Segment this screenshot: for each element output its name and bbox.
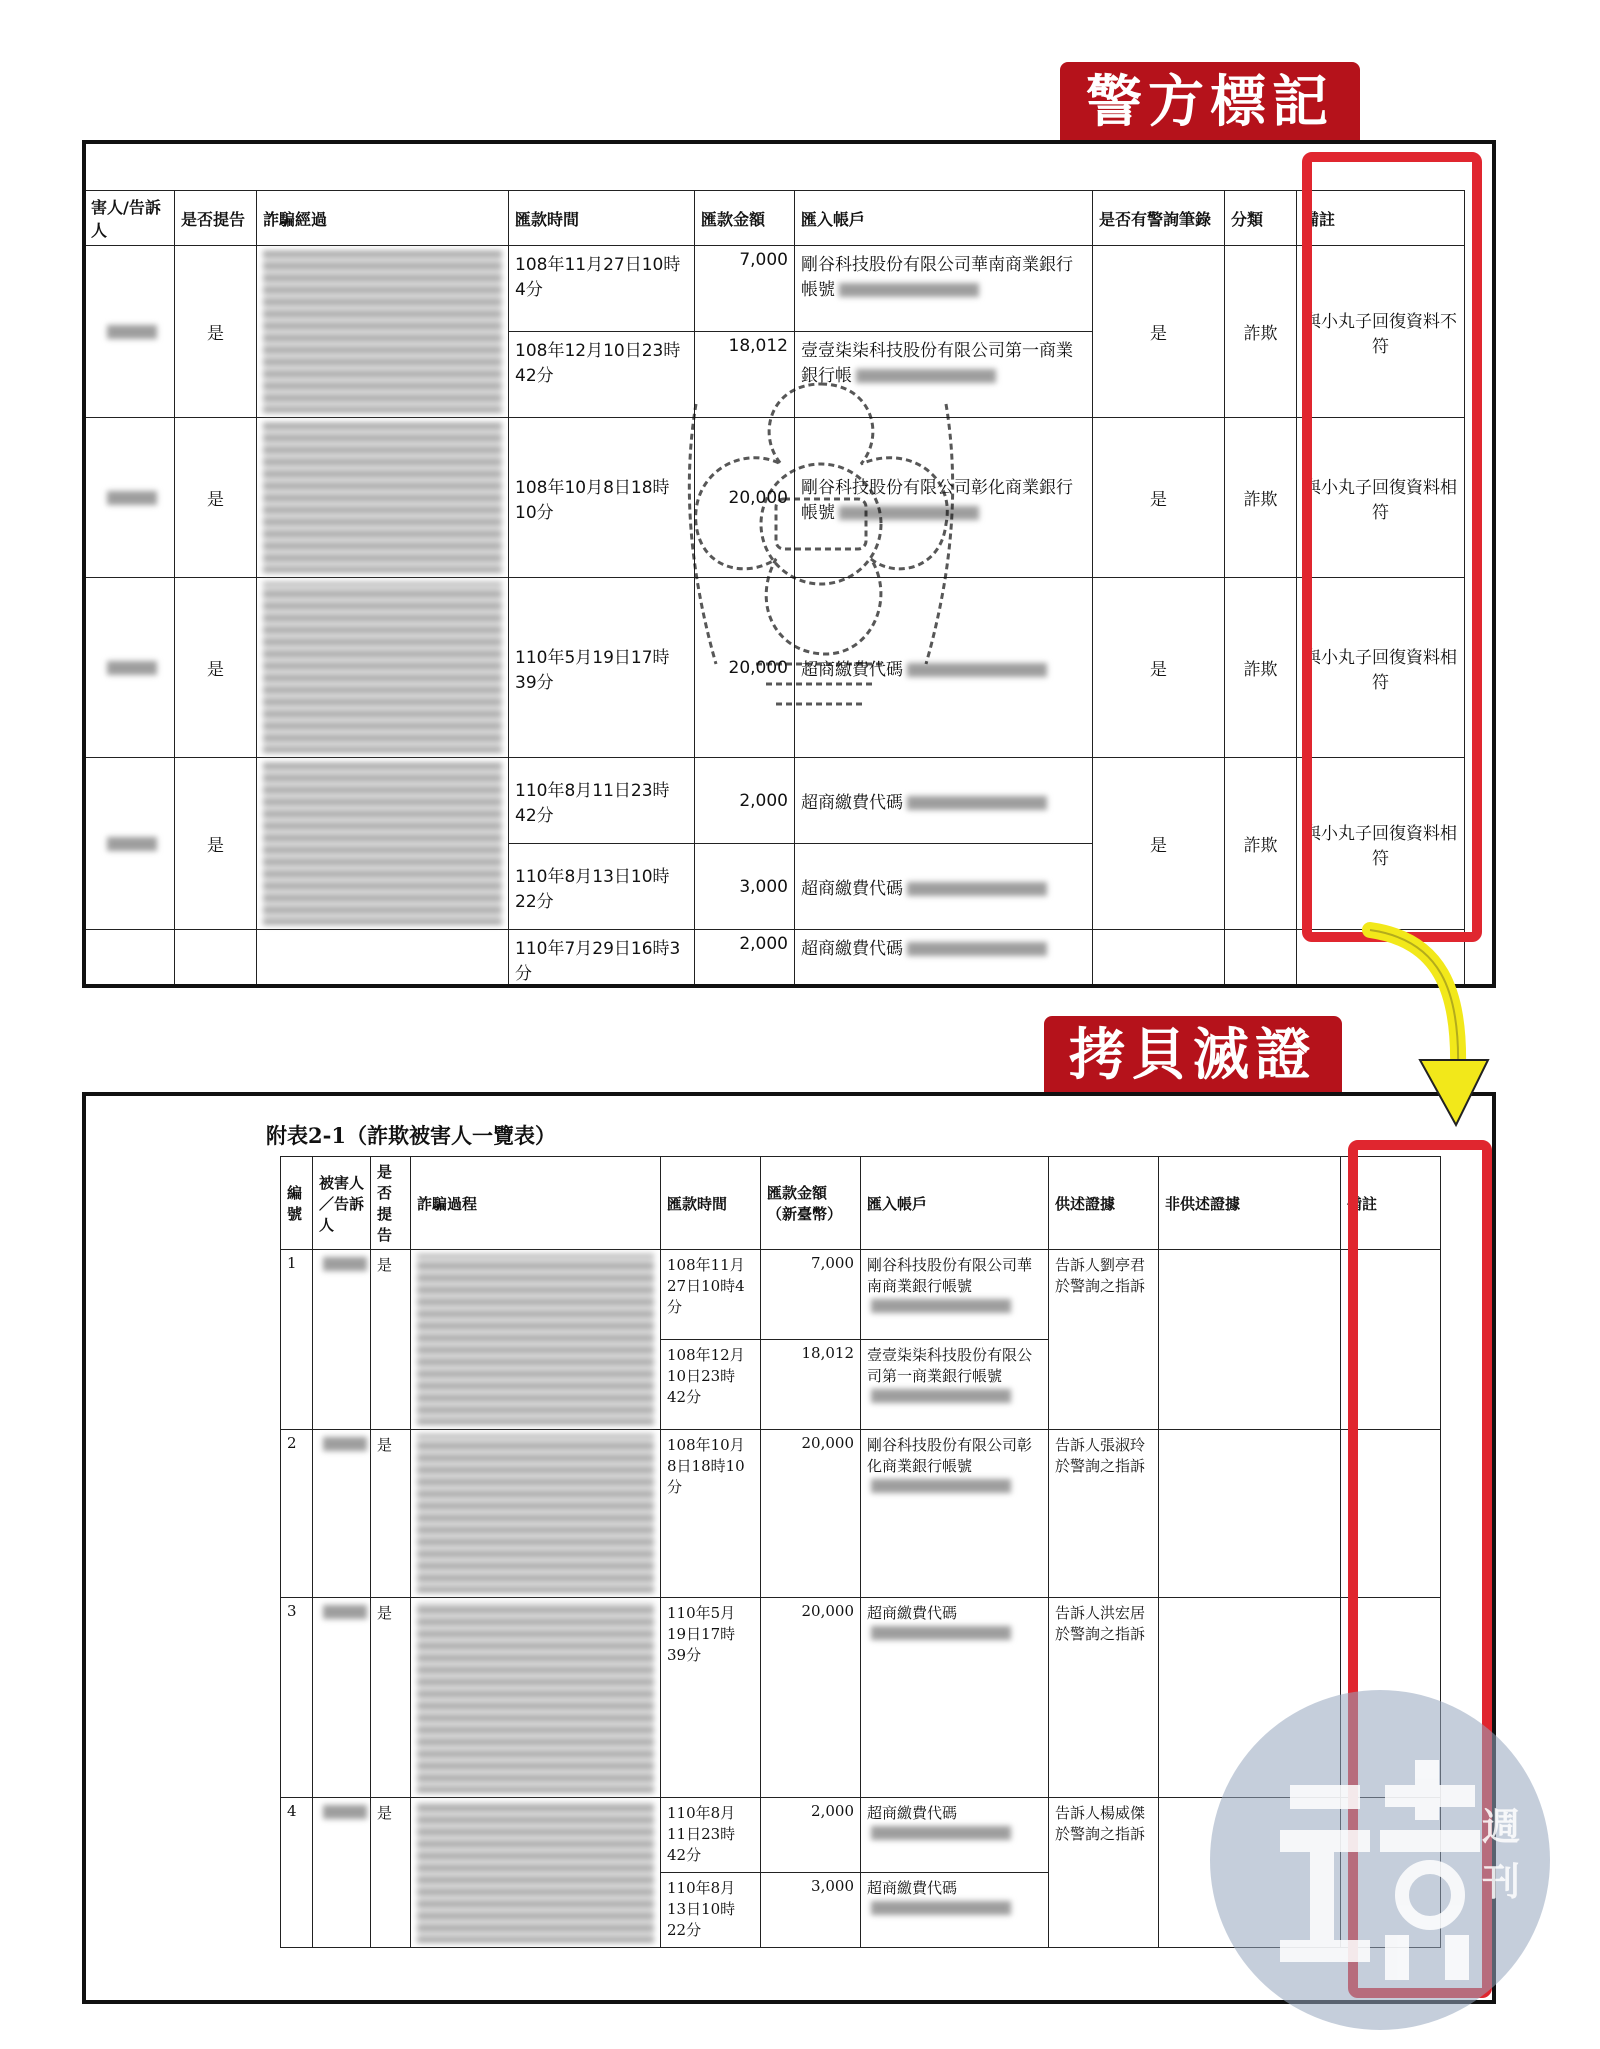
record-value: 是 xyxy=(1093,246,1225,418)
statement-evidence: 告訴人楊威傑於警詢之指訴 xyxy=(1049,1798,1159,1948)
remit-time: 110年5月19日17時39分 xyxy=(509,578,695,758)
fraud-process-redacted xyxy=(411,1250,661,1430)
account: 超商繳費代碼 xyxy=(861,1873,1049,1948)
record-value: 是 xyxy=(1093,418,1225,578)
remit-time: 110年5月19日17時39分 xyxy=(661,1598,761,1798)
fraud-process-redacted xyxy=(411,1598,661,1798)
record-value xyxy=(1093,930,1225,989)
col-statement-evidence: 供述證據 xyxy=(1049,1157,1159,1250)
record-value: 是 xyxy=(1093,758,1225,930)
remit-amount: 2,000 xyxy=(761,1798,861,1873)
account: 剛谷科技股份有限公司彰化商業銀行帳號 xyxy=(861,1430,1049,1598)
col-fraud-process: 詐騙過程 xyxy=(411,1157,661,1250)
col-fraud-process: 詐騙經過 xyxy=(257,191,509,246)
account: 超商繳費代碼 xyxy=(795,844,1093,930)
table-row xyxy=(85,246,1465,332)
sued-value: 是 xyxy=(371,1798,411,1948)
statement-evidence: 告訴人張淑玲於警詢之指訴 xyxy=(1049,1430,1159,1598)
col-victim: 被害人／告訴人 xyxy=(313,1157,371,1250)
row-number: 3 xyxy=(281,1598,313,1798)
sued-value: 是 xyxy=(175,758,257,930)
account: 壹壹柒柒科技股份有限公司第一商業銀行帳號 xyxy=(861,1340,1049,1430)
col-note: 備註 xyxy=(1297,191,1465,246)
note-value: 與小丸子回復資料不符 xyxy=(1297,246,1465,418)
category-value: 詐欺 xyxy=(1225,578,1297,758)
victim-name-redacted xyxy=(313,1430,371,1598)
account: 剛谷科技股份有限公司華南商業銀行帳號 xyxy=(795,246,1093,332)
statement-evidence: 告訴人洪宏居於警詢之指訴 xyxy=(1049,1598,1159,1798)
remit-amount: 20,000 xyxy=(761,1430,861,1598)
record-value: 是 xyxy=(1093,578,1225,758)
fraud-process-redacted xyxy=(257,246,509,418)
non-statement-evidence-redacted xyxy=(1159,1250,1341,1430)
victim-name-redacted xyxy=(85,578,175,758)
category-value: 詐欺 xyxy=(1225,418,1297,578)
police-mark-label: 警方標記 xyxy=(1060,62,1360,144)
fraud-process-redacted xyxy=(257,418,509,578)
row-number: 1 xyxy=(281,1250,313,1430)
col-non-statement-evidence: 非供述證據 xyxy=(1159,1157,1341,1250)
remit-time: 108年10月8日18時10分 xyxy=(661,1430,761,1598)
sued-value: 是 xyxy=(175,578,257,758)
account: 超商繳費代碼 xyxy=(795,578,1093,758)
account: 超商繳費代碼 xyxy=(861,1798,1049,1873)
remit-time: 108年12月10日23時42分 xyxy=(661,1340,761,1430)
remit-amount: 18,012 xyxy=(695,332,795,418)
table-header-row xyxy=(281,1157,1441,1250)
sued-value xyxy=(175,930,257,989)
police-seal-stamp xyxy=(656,364,986,724)
table-row xyxy=(281,1250,1441,1340)
remit-time: 108年12月10日23時42分 xyxy=(509,332,695,418)
sued-value: 是 xyxy=(175,418,257,578)
remit-time: 110年8月11日23時42分 xyxy=(661,1798,761,1873)
remit-time: 108年11月27日10時4分 xyxy=(509,246,695,332)
account: 剛谷科技股份有限公司華南商業銀行帳號 xyxy=(861,1250,1049,1340)
sued-value: 是 xyxy=(371,1430,411,1598)
statement-evidence: 告訴人劉亭君於警詢之指訴 xyxy=(1049,1250,1159,1430)
remit-time: 110年8月13日10時22分 xyxy=(509,844,695,930)
col-number: 編號 xyxy=(281,1157,313,1250)
mirror-media-watermark xyxy=(1210,1690,1550,2030)
note-value: 與小丸子回復資料相符 xyxy=(1297,758,1465,930)
note-column-highlight-police xyxy=(1302,152,1482,942)
copy-destroy-evidence-label: 拷貝滅證 xyxy=(1044,1016,1342,1096)
victim-name-redacted xyxy=(85,418,175,578)
col-remit-amount: 匯款金額 xyxy=(695,191,795,246)
victim-name-redacted xyxy=(313,1798,371,1948)
document-title: 附表2-1（詐欺被害人一覽表） xyxy=(266,1123,556,1148)
non-statement-evidence-redacted xyxy=(1159,1430,1341,1598)
col-remit-time: 匯款時間 xyxy=(509,191,695,246)
remit-time: 110年8月11日23時42分 xyxy=(509,758,695,844)
svg-text:週: 週 xyxy=(1482,1804,1521,1849)
remit-time: 110年7月29日16時3分 xyxy=(509,930,695,989)
yellow-arrow-icon xyxy=(1360,920,1490,1130)
svg-text:刊: 刊 xyxy=(1482,1859,1521,1904)
victim-name-redacted xyxy=(85,758,175,930)
row-number: 4 xyxy=(281,1798,313,1948)
police-record-panel xyxy=(82,140,1496,988)
remit-amount: 20,000 xyxy=(695,578,795,758)
account: 超商繳費代碼 xyxy=(795,758,1093,844)
remit-amount: 3,000 xyxy=(695,844,795,930)
col-remit-amount: 匯款金額（新臺幣） xyxy=(761,1157,861,1250)
col-category: 分類 xyxy=(1225,191,1297,246)
watermark-logo-icon xyxy=(1210,1690,1550,2030)
col-note: 備註 xyxy=(1341,1157,1441,1250)
victim-name-redacted xyxy=(313,1598,371,1798)
col-sued: 是否提告 xyxy=(175,191,257,246)
col-sued: 是否提告 xyxy=(371,1157,411,1250)
sued-value: 是 xyxy=(371,1250,411,1430)
remit-amount: 7,000 xyxy=(761,1250,861,1340)
victim-name-redacted xyxy=(313,1250,371,1430)
remit-amount: 2,000 xyxy=(695,930,795,989)
sued-value: 是 xyxy=(371,1598,411,1798)
remit-amount: 20,000 xyxy=(695,418,795,578)
row-number: 2 xyxy=(281,1430,313,1598)
category-value xyxy=(1225,930,1297,989)
remit-amount: 18,012 xyxy=(761,1340,861,1430)
fraud-process-redacted xyxy=(257,930,509,989)
note-value: 與小丸子回復資料相符 xyxy=(1297,418,1465,578)
category-value: 詐欺 xyxy=(1225,758,1297,930)
remit-amount: 7,000 xyxy=(695,246,795,332)
col-police-record: 是否有警詢筆錄 xyxy=(1093,191,1225,246)
col-account: 匯入帳戶 xyxy=(795,191,1093,246)
remit-time: 108年11月27日10時4分 xyxy=(661,1250,761,1340)
fraud-process-redacted xyxy=(411,1798,661,1948)
table-row xyxy=(281,1430,1441,1598)
fraud-process-redacted xyxy=(257,578,509,758)
note-value: 與小丸子回復資料相符 xyxy=(1297,578,1465,758)
col-remit-time: 匯款時間 xyxy=(661,1157,761,1250)
remit-time: 108年10月8日18時10分 xyxy=(509,418,695,578)
col-account: 匯入帳戶 xyxy=(861,1157,1049,1250)
table-header-row xyxy=(85,191,1465,246)
category-value: 詐欺 xyxy=(1225,246,1297,418)
remit-amount: 2,000 xyxy=(695,758,795,844)
victim-name-redacted xyxy=(85,930,175,989)
fraud-process-redacted xyxy=(257,758,509,930)
account: 壹壹柒柒科技股份有限公司第一商業銀行帳 xyxy=(795,332,1093,418)
account: 超商繳費代碼 xyxy=(795,930,1093,989)
account: 超商繳費代碼 xyxy=(861,1598,1049,1798)
sued-value: 是 xyxy=(175,246,257,418)
fraud-process-redacted xyxy=(411,1430,661,1598)
account: 剛谷科技股份有限公司彰化商業銀行帳號 xyxy=(795,418,1093,578)
col-victim: 害人/告訴人 xyxy=(85,191,175,246)
remit-time: 110年8月13日10時22分 xyxy=(661,1873,761,1948)
remit-amount: 3,000 xyxy=(761,1873,861,1948)
victim-name-redacted xyxy=(85,246,175,418)
table-row xyxy=(85,758,1465,844)
remit-amount: 20,000 xyxy=(761,1598,861,1798)
table-row xyxy=(85,930,1465,989)
